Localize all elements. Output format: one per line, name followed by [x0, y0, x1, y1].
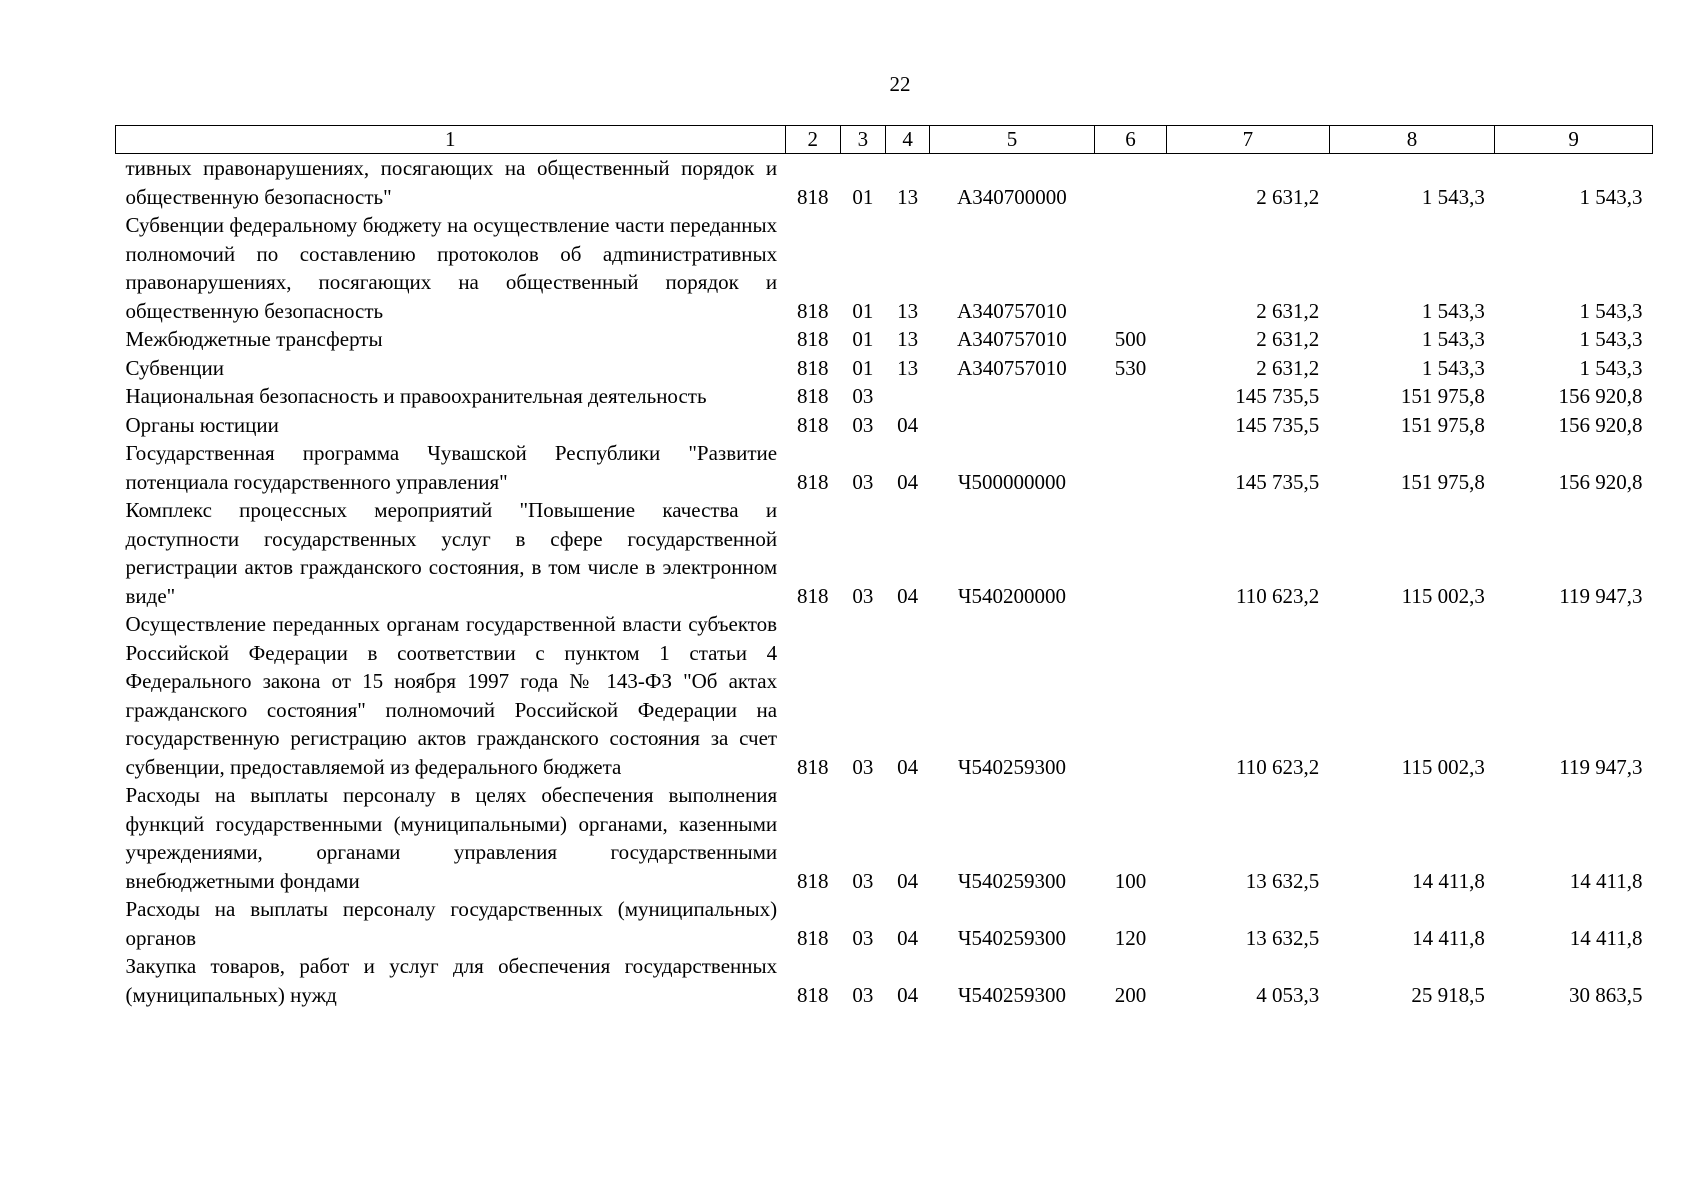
- section-code: 03: [852, 412, 874, 437]
- amount-year-3: 156 920,8: [1558, 469, 1643, 494]
- row-name: Закупка товаров, работ и услуг для обеспечения государственных (муниципальных) нужд: [125, 954, 778, 1007]
- expense-type-code: 200: [1114, 982, 1147, 1007]
- amount-year-3: 1 543,3: [1579, 327, 1643, 351]
- table-row: [116, 325, 1653, 354]
- target-article-code: А340757010: [957, 298, 1067, 323]
- expense-type-code: [1094, 211, 1166, 325]
- admin-code: 818: [796, 184, 829, 209]
- row-name: тивных правонарушениях, посягающих на общественный порядок и общественную безопасность": [125, 156, 778, 209]
- subsection-code: [885, 382, 929, 411]
- section-code: 03: [852, 868, 874, 893]
- expense-type-code: [1094, 154, 1166, 212]
- table-row: [116, 895, 1653, 952]
- target-article-code: Ч540259300: [957, 754, 1067, 779]
- target-article-code: Ч500000000: [957, 469, 1067, 494]
- page-number: 22: [889, 72, 911, 96]
- target-article-code: Ч540200000: [957, 583, 1067, 608]
- row-name: Межбюджетные трансферты: [125, 327, 383, 351]
- header-col-2: 2: [785, 126, 840, 154]
- admin-code: 818: [796, 982, 829, 1007]
- amount-year-3: 14 411,8: [1569, 868, 1643, 893]
- subsection-code: 13: [897, 327, 919, 351]
- table-body: [116, 154, 1653, 1010]
- section-code: 01: [852, 184, 874, 209]
- admin-code: 818: [796, 469, 829, 494]
- section-code: 01: [852, 327, 874, 351]
- amount-year-3: 156 920,8: [1558, 384, 1643, 408]
- amount-year-1: 13 632,5: [1245, 925, 1320, 950]
- admin-code: 818: [796, 754, 829, 779]
- target-article-code: Ч540259300: [957, 925, 1067, 950]
- row-name: Органы юстиции: [125, 412, 279, 437]
- section-code: 03: [852, 754, 874, 779]
- amount-year-3: 156 920,8: [1558, 412, 1643, 437]
- row-name: Расходы на выплаты персоналу в целях обеспечения выполнения функций государственными (муниципальными) органами, казенными учреждениями, органами управления государственными внебюджетными фондами: [125, 783, 778, 893]
- amount-year-3: 30 863,5: [1569, 982, 1643, 1007]
- header-col-7: 7: [1167, 126, 1330, 154]
- header-row: [116, 126, 1653, 154]
- row-name: Комплекс процессных мероприятий "Повышение качества и доступности государственных услуг в сфере государственной регистрации актов гражданского состояния, в том числе в электронном виде": [125, 498, 778, 608]
- expense-type-code: 120: [1114, 925, 1147, 950]
- section-code: 03: [852, 583, 874, 608]
- table-row: [116, 411, 1653, 440]
- target-article-code: А340700000: [957, 184, 1067, 209]
- table-row: [116, 952, 1653, 1009]
- row-name: Национальная безопасность и правоохранительная деятельность: [125, 384, 707, 408]
- expense-type-code: 500: [1114, 327, 1147, 351]
- amount-year-1: 145 735,5: [1235, 469, 1320, 494]
- target-article-code: [930, 382, 1095, 411]
- section-code: 03: [852, 469, 874, 494]
- amount-year-1: 2 631,2: [1256, 355, 1320, 380]
- subsection-code: 04: [897, 412, 919, 437]
- amount-year-3: 1 543,3: [1579, 184, 1643, 209]
- section-code: 03: [852, 925, 874, 950]
- expense-type-code: [1094, 496, 1166, 610]
- expense-type-code: 100: [1114, 868, 1147, 893]
- amount-year-2: 151 975,8: [1400, 469, 1485, 494]
- subsection-code: 13: [897, 298, 919, 323]
- row-name: Государственная программа Чувашской Республики "Развитие потенциала государственного управления": [125, 441, 778, 494]
- header-col-8: 8: [1329, 126, 1495, 154]
- subsection-code: 04: [897, 982, 919, 1007]
- expense-type-code: [1094, 382, 1166, 411]
- header-col-9: 9: [1495, 126, 1653, 154]
- header-col-6: 6: [1094, 126, 1166, 154]
- table-row: [116, 496, 1653, 610]
- table-header: [116, 126, 1653, 154]
- amount-year-2: 115 002,3: [1401, 754, 1485, 779]
- table-row: [116, 382, 1653, 411]
- budget-table: [115, 125, 1653, 1009]
- amount-year-2: 14 411,8: [1412, 868, 1485, 893]
- amount-year-2: 1 543,3: [1421, 355, 1485, 380]
- section-code: 03: [852, 384, 874, 408]
- amount-year-1: 13 632,5: [1245, 868, 1320, 893]
- amount-year-2: 1 543,3: [1421, 184, 1485, 209]
- amount-year-1: 2 631,2: [1256, 298, 1320, 323]
- subsection-code: 04: [897, 754, 919, 779]
- amount-year-2: 25 918,5: [1411, 982, 1485, 1007]
- expense-type-code: [1094, 411, 1166, 440]
- target-article-code: А340757010: [957, 355, 1067, 380]
- target-article-code: А340757010: [957, 327, 1067, 351]
- amount-year-1: 2 631,2: [1256, 184, 1320, 209]
- subsection-code: 04: [897, 583, 919, 608]
- table-row: [116, 781, 1653, 895]
- target-article-code: Ч540259300: [957, 868, 1067, 893]
- amount-year-2: 151 975,8: [1400, 412, 1485, 437]
- target-article-code: Ч540259300: [957, 982, 1067, 1007]
- header-col-1: 1: [116, 126, 786, 154]
- row-name: Осуществление переданных органам государственной власти субъектов Российской Федерации в соответствии с пунктом 1 статьи 4 Федерального закона от 15 ноября 1997 года № 143-ФЗ "Об актах гражданского состояния" полномочий Российской Федерации на государственную регистрацию актов гражданского состояния за счет субвенции, предоставляемой из федерального бюджета: [125, 612, 778, 779]
- amount-year-1: 110 623,2: [1235, 583, 1320, 608]
- table-row: [116, 211, 1653, 325]
- expense-type-code: [1094, 439, 1166, 496]
- row-name: Субвенции: [125, 355, 224, 380]
- admin-code: 818: [796, 327, 829, 351]
- subsection-code: 13: [897, 355, 919, 380]
- section-code: 01: [852, 355, 874, 380]
- expense-type-code: 530: [1114, 355, 1147, 380]
- row-name: Расходы на выплаты персоналу государственных (муниципальных) органов: [125, 897, 778, 950]
- subsection-code: 04: [897, 868, 919, 893]
- header-col-3: 3: [840, 126, 885, 154]
- admin-code: 818: [796, 583, 829, 608]
- header-col-4: 4: [885, 126, 929, 154]
- admin-code: 818: [796, 384, 829, 408]
- admin-code: 818: [796, 355, 829, 380]
- table-row: [116, 154, 1653, 212]
- subsection-code: 13: [897, 184, 919, 209]
- table-row: [116, 610, 1653, 781]
- amount-year-1: 4 053,3: [1256, 982, 1320, 1007]
- amount-year-1: 2 631,2: [1256, 327, 1320, 351]
- row-name: Субвенции федеральному бюджету на осуществление части переданных полномочий по составлению протоколов об адmинистративных правонарушениях, посягающих на общественный порядок и общественную безопасность: [125, 213, 778, 323]
- amount-year-2: 1 543,3: [1421, 298, 1485, 323]
- amount-year-1: 145 735,5: [1235, 412, 1320, 437]
- amount-year-2: 1 543,3: [1421, 327, 1485, 351]
- table-row: [116, 354, 1653, 383]
- admin-code: 818: [796, 925, 829, 950]
- header-col-5: 5: [930, 126, 1095, 154]
- subsection-code: 04: [897, 469, 919, 494]
- amount-year-3: 119 947,3: [1559, 754, 1643, 779]
- admin-code: 818: [796, 412, 829, 437]
- expense-type-code: [1094, 610, 1166, 781]
- table-row: [116, 439, 1653, 496]
- amount-year-3: 14 411,8: [1569, 925, 1643, 950]
- subsection-code: 04: [897, 925, 919, 950]
- target-article-code: [930, 411, 1095, 440]
- admin-code: 818: [796, 298, 829, 323]
- amount-year-3: 1 543,3: [1579, 355, 1643, 380]
- section-code: 01: [852, 298, 874, 323]
- amount-year-2: 115 002,3: [1401, 583, 1485, 608]
- amount-year-3: 119 947,3: [1559, 583, 1643, 608]
- amount-year-2: 14 411,8: [1412, 925, 1485, 950]
- amount-year-3: 1 543,3: [1579, 298, 1643, 323]
- section-code: 03: [852, 982, 874, 1007]
- amount-year-1: 145 735,5: [1235, 384, 1320, 408]
- amount-year-1: 110 623,2: [1235, 754, 1320, 779]
- amount-year-2: 151 975,8: [1400, 384, 1485, 408]
- admin-code: 818: [796, 868, 829, 893]
